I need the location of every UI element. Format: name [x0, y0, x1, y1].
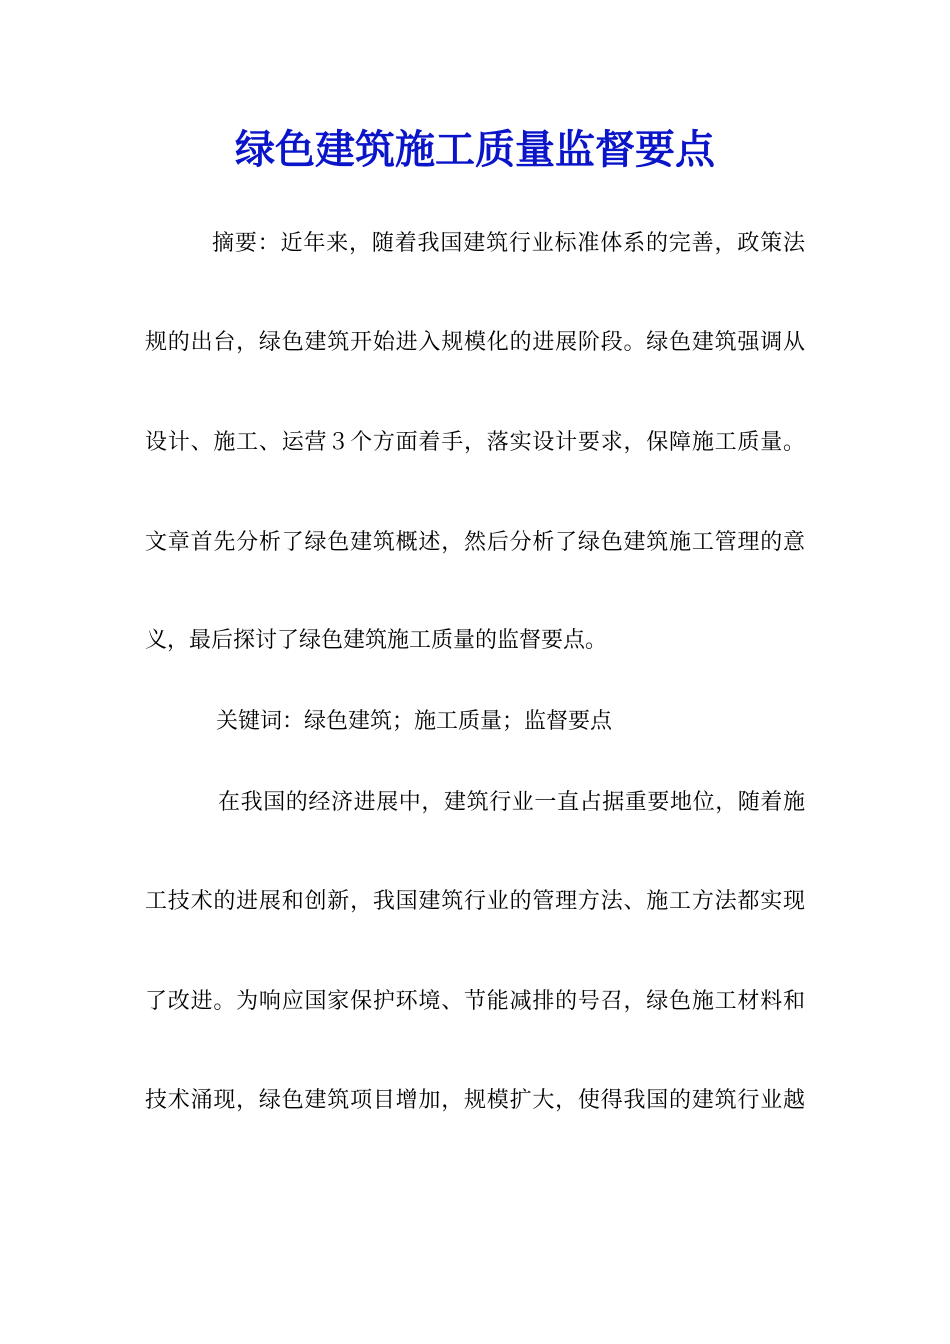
abstract-line-1: 摘要：近年来，随着我国建筑行业标准体系的完善，政策法 — [212, 231, 805, 256]
body-line-1: 在我国的经济进展中，建筑行业一直占据重要地位，随着施 — [218, 790, 805, 815]
body-line-4: 技术涌现，绿色建筑项目增加，规模扩大，使得我国的建筑行业越 — [145, 1088, 805, 1113]
abstract-line-4: 文章首先分析了绿色建筑概述，然后分析了绿色建筑施工管理的意 — [145, 530, 805, 555]
abstract-line-3: 设计、施工、运营３个方面着手，落实设计要求，保障施工质量。 — [145, 430, 805, 455]
page-title: 绿色建筑施工质量监督要点 — [235, 126, 715, 173]
keywords-line: 关键词：绿色建筑；施工质量；监督要点 — [216, 709, 613, 734]
body-line-3: 了改进。为响应国家保护环境、节能减排的号召，绿色施工材料和 — [145, 989, 805, 1014]
body-line-2: 工技术的进展和创新，我国建筑行业的管理方法、施工方法都实现 — [145, 889, 805, 914]
abstract-line-5: 义，最后探讨了绿色建筑施工质量的监督要点。 — [145, 628, 608, 653]
abstract-line-2: 规的出台，绿色建筑开始进入规模化的进展阶段。绿色建筑强调从 — [145, 330, 805, 355]
